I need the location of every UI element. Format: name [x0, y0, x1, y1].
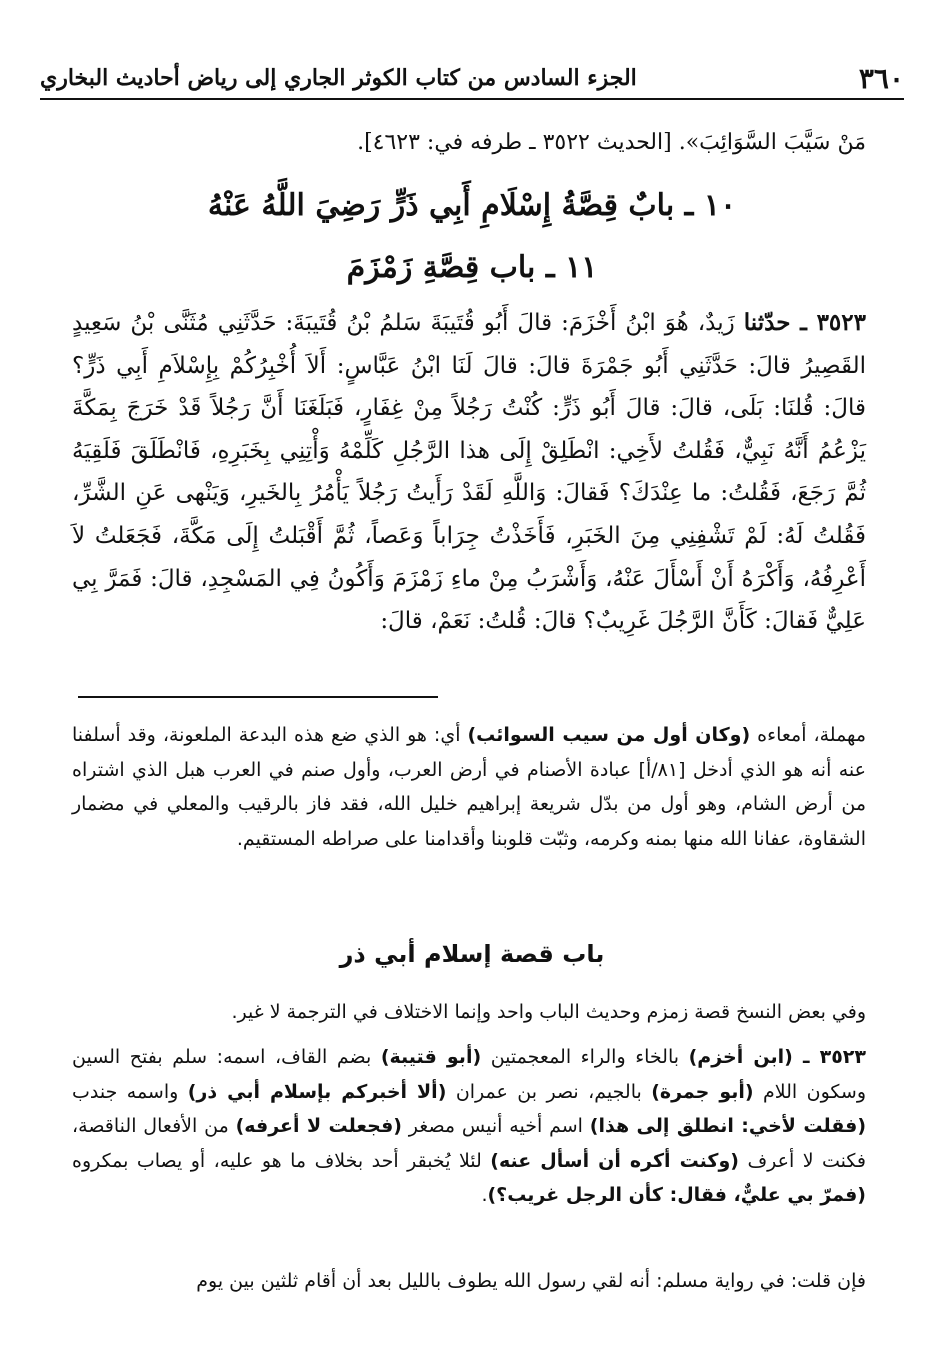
explanation-text: لئلا يُخبقر أحد بخلاف ما هو عليه، أو يصاب بمكروه	[72, 1149, 491, 1172]
running-title: الجزء السادس من كتاب الكوثر الجاري إلى رياض أحاديث البخاري	[40, 65, 637, 91]
quoted-term: (أبو جمرة)	[651, 1080, 754, 1103]
chapter-title-11: ١١ ـ باب قِصَّةِ زَمْزَمَ	[346, 250, 598, 285]
commentary-part: مهملة، أمعاءه	[750, 724, 866, 746]
quoted-term: (وكنت أكره أن أسأل عنه)	[490, 1149, 739, 1172]
quoted-term: (ألا أخبركم بإسلام أبي ذر)	[187, 1080, 447, 1103]
explanation-text: بالجيم، نصر بن عمران	[446, 1080, 652, 1103]
hadith-number: ٣٥٢٣ ـ حدّثنا	[743, 309, 866, 336]
commentary-part: أي: هو الذي ضع هذه البدعة الملعونة، وقد أسلفنا عنه أنه هو الذي أدخل [٨١/أ] عبادة الأصنام في أرض العرب، وأول صنم في العرب هبل الذي اشتراه من أرض الشام، وهو أول من بدّل شريعة إبراهيم خليل الله، فقد فاز بالرقيب والمعلي في مضمار الشقاوة، عفانا الله منها بمنه وكرمه، وثبّت قلوبنا وأقدامنا على صراطه المستقيم.	[72, 724, 866, 850]
quoted-term: (فجعلت لا أعرفه)	[235, 1115, 402, 1137]
explanation-text: واسمه جندب	[72, 1080, 188, 1103]
commentary-heading: باب قصة إسلام أبي ذر	[339, 940, 605, 968]
continuation-line: مَنْ سَيَّبَ السَّوَائِبَ». [الحديث ٣٥٢٢ ـ طرفه في: ٤٦٢٣].	[357, 130, 866, 155]
explanation-text: اسم أخيه أنيس مصغر	[401, 1115, 590, 1137]
question-text: في رواية مسلم: أنه لقي رسول الله يطوف بالليل بعد أن أقام ثلثين بين يوم	[196, 1270, 791, 1292]
quoted-term: (ابن أخزم)	[688, 1046, 793, 1068]
question-paragraph	[72, 1264, 866, 1299]
chapter-title-10: ١٠ ـ بابٌ قِصَّةُ إِسْلَامِ أَبِي ذَرٍّ رَضِيَ اللَّهُ عَنْهُ	[207, 188, 737, 223]
hadith-text	[72, 302, 866, 643]
explanation-paragraph	[72, 1040, 866, 1213]
page-header	[40, 58, 904, 100]
question-lead: فإن قلت:	[790, 1270, 866, 1292]
explanation-text: .	[481, 1184, 488, 1206]
explanation-text: بالخاء والراء المعجمتين	[481, 1046, 689, 1068]
quoted-term: (أبو قتيبة)	[380, 1046, 482, 1068]
footnote-divider	[78, 696, 438, 698]
commentary-paragraph	[72, 718, 866, 856]
explanation-number: ٣٥٢٣ ـ	[792, 1046, 866, 1068]
note-paragraph: وفي بعض النسخ قصة زمزم وحديث الباب واحد وإنما الاختلاف في الترجمة لا غير.	[231, 1001, 866, 1023]
page-number: ٣٦٠	[858, 61, 904, 95]
commentary-quote: (وكان أول من سيب السوائب)	[467, 724, 751, 746]
quoted-term: (فمرّ بي عليٌّ، فقال: كأن الرجل غريب؟)	[487, 1184, 866, 1206]
quoted-term: (فقلت لأخي: انطلق إلى هذا)	[589, 1115, 867, 1137]
hadith-body: زَيدٌ، هُوَ ابْنُ أَخْزَمَ: قالَ أَبُو قُتَيبَةَ سَلمُ بْنُ قُتَيبَةَ: حَدَّثَنِي مُثَنَّى بْنُ سَعِيدٍ القَصِيرُ قالَ: حَدَّثَنِي أَبُو جَمْرَةَ قالَ: قالَ لَنَا ابْنُ عَبَّاسٍ: أَلاَ أُخْبِرُكُمْ بِإِسْلاَمِ أَبِي ذَرٍّ؟ قالَ: قُلنَا: بَلَى، قالَ: قالَ أَبُو ذَرٍّ: كُنْتُ رَجُلاً مِنْ غِفَارٍ، فَبَلَغَنَا أَنَّ رَجُلاً قَدْ خَرَجَ بِمَكَّةَ يَزْعُمُ أَنَّهُ نَبِيٌّ، فَقُلتُ لأَخِي: انْطَلِقْ إِلَى هذا الرَّجُلِ كَلِّمْهُ وَأْتِنِي بِخَبَرِهِ، فَانْطَلَقَ فَلَقِيَهُ ثُمَّ رَجَعَ، فَقُلتُ: ما عِنْدَكَ؟ فَقالَ: وَاللَّهِ لَقَدْ رَأَيتُ رَجُلاً يَأْمُرُ بِالخَيرِ، وَيَنْهى عَنِ الشَّرِّ، فَقُلتُ لَهُ: لَمْ تَشْفِنِي مِنَ الخَبَرِ، فَأَخَذْتُ جِرَاباً وَعَصاً، ثُمَّ أَقْبَلتُ إِلَى مَكَّةَ، فَجَعَلتُ لاَ أَعْرِفُهُ، وَأَكْرَهُ أَنْ أَسْأَلَ عَنْهُ، وَأَشْرَبُ مِنْ ماءِ زَمْزَمَ وَأَكُونُ فِي المَسْجِدِ، قالَ: فَمَرَّ بِي عَلِيٌّ فَقالَ: كَأَنَّ الرَّجُلَ غَرِيبٌ؟ قالَ: قُلتُ: نَعَمْ، قالَ:	[72, 310, 866, 635]
explanation-text: من الأفعال الناقصة، فكنت لا أعرف	[72, 1115, 866, 1172]
explanation-text: بضم القاف، اسمه: سلم بفتح السين وسكون اللام	[72, 1046, 866, 1103]
